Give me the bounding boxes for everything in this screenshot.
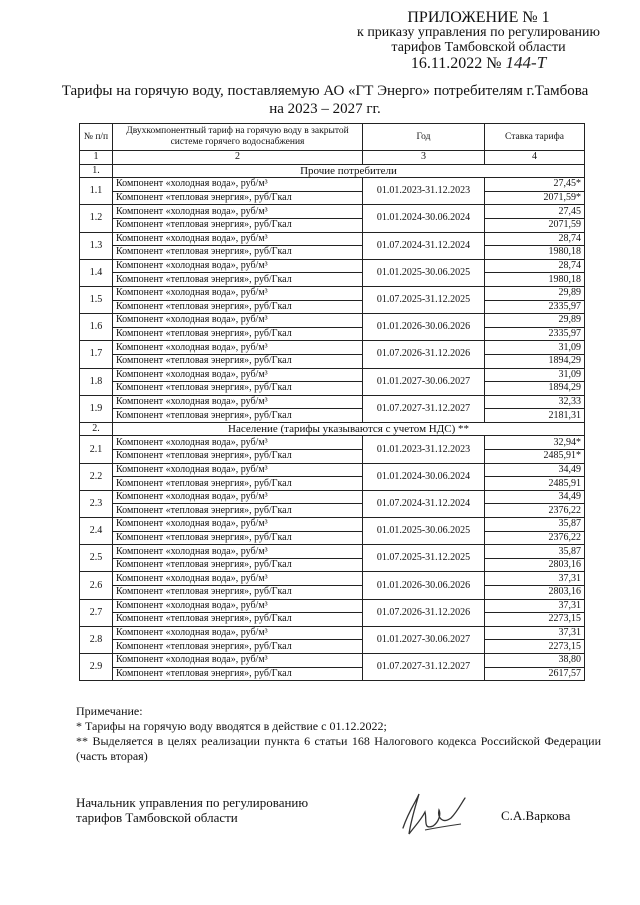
note-1: * Тарифы на горячую воду вводятся в действие с 01.12.2022; — [76, 719, 387, 733]
row-number: 2.2 — [80, 463, 113, 490]
component-cold-label: Компонент «холодная вода», руб/м³ — [113, 599, 363, 613]
period: 01.07.2025-31.12.2025 — [363, 545, 485, 572]
component-heat-label: Компонент «тепловая энергия», руб/Гкал — [113, 613, 363, 627]
table-row — [80, 409, 585, 423]
section-number: 1. — [80, 164, 113, 178]
row-number: 2.1 — [80, 436, 113, 463]
period: 01.01.2023-31.12.2023 — [363, 436, 485, 463]
rate-heat-energy: 1980,18 — [485, 273, 585, 287]
row-number: 2.9 — [80, 653, 113, 680]
period: 01.01.2026-30.06.2026 — [363, 314, 485, 341]
table-row — [80, 518, 585, 532]
component-heat-label: Компонент «тепловая энергия», руб/Гкал — [113, 586, 363, 600]
header-year: Год — [363, 124, 485, 151]
row-number: 1.7 — [80, 341, 113, 368]
rate-cold-water: 27,45 — [485, 205, 585, 219]
rate-cold-water: 28,74 — [485, 259, 585, 273]
header-component: Двухкомпонентный тариф на горячую воду в закрытой системе горячего водоснабжения — [113, 124, 363, 151]
component-heat-label: Компонент «тепловая энергия», руб/Гкал — [113, 354, 363, 368]
rate-cold-water: 37,31 — [485, 626, 585, 640]
table-row — [80, 477, 585, 491]
row-number: 2.4 — [80, 518, 113, 545]
period: 01.01.2027-30.06.2027 — [363, 626, 485, 653]
row-number: 1.6 — [80, 314, 113, 341]
table-row — [80, 382, 585, 396]
period: 01.07.2026-31.12.2026 — [363, 599, 485, 626]
table-row — [80, 653, 585, 667]
rate-heat-energy: 1980,18 — [485, 246, 585, 260]
rate-heat-energy: 2376,22 — [485, 504, 585, 518]
signatory-position — [76, 795, 308, 825]
rate-cold-water: 34,49 — [485, 463, 585, 477]
table-row — [80, 558, 585, 572]
table-row — [80, 667, 585, 681]
period: 01.07.2026-31.12.2026 — [363, 341, 485, 368]
component-cold-label: Компонент «холодная вода», руб/м³ — [113, 395, 363, 409]
rate-cold-water: 31,09 — [485, 341, 585, 355]
rate-cold-water: 35,87 — [485, 545, 585, 559]
rate-heat-energy: 2071,59* — [485, 191, 585, 205]
rate-heat-energy: 2376,22 — [485, 531, 585, 545]
period: 01.01.2025-30.06.2025 — [363, 518, 485, 545]
rate-heat-energy: 2273,15 — [485, 613, 585, 627]
note-2: ** Выделяется в целях реализации пункта 6 статьи 168 Налогового кодекса Российской Федерации (часть вторая) — [76, 734, 601, 763]
component-heat-label: Компонент «тепловая энергия», руб/Гкал — [113, 246, 363, 260]
table-row — [80, 436, 585, 450]
rate-cold-water: 29,89 — [485, 286, 585, 300]
component-heat-label: Компонент «тепловая энергия», руб/Гкал — [113, 409, 363, 423]
rate-cold-water: 32,33 — [485, 395, 585, 409]
table-row — [80, 205, 585, 219]
table-row — [80, 463, 585, 477]
table-row — [80, 395, 585, 409]
table-row — [80, 504, 585, 518]
component-heat-label: Компонент «тепловая энергия», руб/Гкал — [113, 667, 363, 681]
notes-heading: Примечание: — [76, 704, 143, 718]
row-number: 1.1 — [80, 178, 113, 205]
signatory-name: С.А.Варкова — [501, 808, 571, 823]
table-row — [80, 572, 585, 586]
col-number: 2 — [113, 151, 363, 165]
rate-cold-water: 31,09 — [485, 368, 585, 382]
appendix-date-line — [357, 55, 600, 71]
rate-cold-water: 35,87 — [485, 518, 585, 532]
row-number: 2.7 — [80, 599, 113, 626]
table-row — [80, 450, 585, 464]
table-row — [80, 545, 585, 559]
table-row — [80, 354, 585, 368]
component-cold-label: Компонент «холодная вода», руб/м³ — [113, 463, 363, 477]
appendix-line2: к приказу управления по регулированию — [357, 25, 600, 40]
appendix-header — [357, 10, 600, 71]
row-number: 1.8 — [80, 368, 113, 395]
row-number: 2.6 — [80, 572, 113, 599]
rate-cold-water: 28,74 — [485, 232, 585, 246]
period: 01.01.2024-30.06.2024 — [363, 463, 485, 490]
period: 01.07.2027-31.12.2027 — [363, 395, 485, 422]
row-number: 1.5 — [80, 286, 113, 313]
period: 01.07.2024-31.12.2024 — [363, 490, 485, 517]
rate-heat-energy: 2273,15 — [485, 640, 585, 654]
rate-cold-water: 37,31 — [485, 572, 585, 586]
component-cold-label: Компонент «холодная вода», руб/м³ — [113, 368, 363, 382]
period: 01.07.2024-31.12.2024 — [363, 232, 485, 259]
header-num: № п/п — [80, 124, 113, 151]
period: 01.01.2026-30.06.2026 — [363, 572, 485, 599]
component-cold-label: Компонент «холодная вода», руб/м³ — [113, 178, 363, 192]
component-cold-label: Компонент «холодная вода», руб/м³ — [113, 653, 363, 667]
rate-heat-energy: 2485,91* — [485, 450, 585, 464]
table-row — [80, 613, 585, 627]
table-row — [80, 314, 585, 328]
document-title — [30, 82, 620, 118]
component-heat-label: Компонент «тепловая энергия», руб/Гкал — [113, 300, 363, 314]
component-heat-label: Компонент «тепловая энергия», руб/Гкал — [113, 327, 363, 341]
component-heat-label: Компонент «тепловая энергия», руб/Гкал — [113, 450, 363, 464]
notes — [76, 704, 601, 764]
col-number: 4 — [485, 151, 585, 165]
rate-cold-water: 32,94* — [485, 436, 585, 450]
title-line1: Тарифы на горячую воду, поставляемую АО «ГТ Энерго» потребителям г.Тамбова — [61, 83, 589, 99]
table-row — [80, 327, 585, 341]
rate-cold-water: 38,80 — [485, 653, 585, 667]
handwritten-signature — [395, 790, 475, 840]
row-number: 2.8 — [80, 626, 113, 653]
row-number: 1.4 — [80, 259, 113, 286]
period: 01.01.2023-31.12.2023 — [363, 178, 485, 205]
period: 01.07.2025-31.12.2025 — [363, 286, 485, 313]
component-cold-label: Компонент «холодная вода», руб/м³ — [113, 314, 363, 328]
row-number: 1.9 — [80, 395, 113, 422]
table-row — [80, 368, 585, 382]
order-number: 144-Т — [505, 53, 547, 72]
component-cold-label: Компонент «холодная вода», руб/м³ — [113, 259, 363, 273]
component-heat-label: Компонент «тепловая энергия», руб/Гкал — [113, 218, 363, 232]
component-heat-label: Компонент «тепловая энергия», руб/Гкал — [113, 640, 363, 654]
appendix-title: ПРИЛОЖЕНИЕ № 1 — [407, 9, 550, 26]
table-row — [80, 246, 585, 260]
col-number: 3 — [363, 151, 485, 165]
component-heat-label: Компонент «тепловая энергия», руб/Гкал — [113, 558, 363, 572]
section-title: Прочие потребители — [113, 164, 585, 178]
table-row — [80, 640, 585, 654]
component-cold-label: Компонент «холодная вода», руб/м³ — [113, 232, 363, 246]
rate-heat-energy: 2617,57 — [485, 667, 585, 681]
rate-heat-energy: 2803,16 — [485, 586, 585, 600]
rate-cold-water: 34,49 — [485, 490, 585, 504]
rate-heat-energy: 2335,97 — [485, 327, 585, 341]
component-cold-label: Компонент «холодная вода», руб/м³ — [113, 572, 363, 586]
table-row — [80, 586, 585, 600]
period: 01.01.2024-30.06.2024 — [363, 205, 485, 232]
tariff-table — [79, 123, 585, 681]
table-row — [80, 531, 585, 545]
order-date: 16.11.2022 № — [410, 55, 502, 72]
rate-heat-energy: 2485,91 — [485, 477, 585, 491]
rate-heat-energy: 2335,97 — [485, 300, 585, 314]
table-row — [80, 341, 585, 355]
table-row — [80, 259, 585, 273]
component-cold-label: Компонент «холодная вода», руб/м³ — [113, 490, 363, 504]
component-cold-label: Компонент «холодная вода», руб/м³ — [113, 286, 363, 300]
rate-heat-energy: 2803,16 — [485, 558, 585, 572]
period: 01.01.2027-30.06.2027 — [363, 368, 485, 395]
component-cold-label: Компонент «холодная вода», руб/м³ — [113, 545, 363, 559]
table-header-row — [80, 124, 585, 151]
section-row — [80, 422, 585, 436]
table-row — [80, 286, 585, 300]
table-row — [80, 191, 585, 205]
component-heat-label: Компонент «тепловая энергия», руб/Гкал — [113, 191, 363, 205]
rate-cold-water: 27,45* — [485, 178, 585, 192]
table-row — [80, 178, 585, 192]
component-heat-label: Компонент «тепловая энергия», руб/Гкал — [113, 504, 363, 518]
rate-heat-energy: 1894,29 — [485, 382, 585, 396]
component-cold-label: Компонент «холодная вода», руб/м³ — [113, 436, 363, 450]
component-heat-label: Компонент «тепловая энергия», руб/Гкал — [113, 531, 363, 545]
section-number: 2. — [80, 422, 113, 436]
position-line2: тарифов Тамбовской области — [76, 810, 238, 825]
table-row — [80, 490, 585, 504]
component-cold-label: Компонент «холодная вода», руб/м³ — [113, 205, 363, 219]
row-number: 1.3 — [80, 232, 113, 259]
table-row — [80, 300, 585, 314]
row-number: 2.5 — [80, 545, 113, 572]
rate-heat-energy: 2071,59 — [485, 218, 585, 232]
component-cold-label: Компонент «холодная вода», руб/м³ — [113, 341, 363, 355]
title-line2: на 2023 – 2027 гг. — [269, 101, 381, 117]
rate-heat-energy: 2181,31 — [485, 409, 585, 423]
component-cold-label: Компонент «холодная вода», руб/м³ — [113, 626, 363, 640]
section-row — [80, 164, 585, 178]
section-title: Население (тарифы указываются с учетом НДС) ** — [113, 422, 585, 436]
component-heat-label: Компонент «тепловая энергия», руб/Гкал — [113, 477, 363, 491]
rate-cold-water: 37,31 — [485, 599, 585, 613]
component-heat-label: Компонент «тепловая энергия», руб/Гкал — [113, 273, 363, 287]
table-row — [80, 599, 585, 613]
col-number: 1 — [80, 151, 113, 165]
position-line1: Начальник управления по регулированию — [76, 795, 309, 810]
period: 01.07.2027-31.12.2027 — [363, 653, 485, 680]
table-row — [80, 218, 585, 232]
header-rate: Ставка тарифа — [485, 124, 585, 151]
period: 01.01.2025-30.06.2025 — [363, 259, 485, 286]
table-row — [80, 273, 585, 287]
appendix-line3: тарифов Тамбовской области — [391, 40, 566, 55]
rate-cold-water: 29,89 — [485, 314, 585, 328]
row-number: 2.3 — [80, 490, 113, 517]
component-cold-label: Компонент «холодная вода», руб/м³ — [113, 518, 363, 532]
column-number-row — [80, 151, 585, 165]
table-row — [80, 232, 585, 246]
row-number: 1.2 — [80, 205, 113, 232]
component-heat-label: Компонент «тепловая энергия», руб/Гкал — [113, 382, 363, 396]
rate-heat-energy: 1894,29 — [485, 354, 585, 368]
table-row — [80, 626, 585, 640]
